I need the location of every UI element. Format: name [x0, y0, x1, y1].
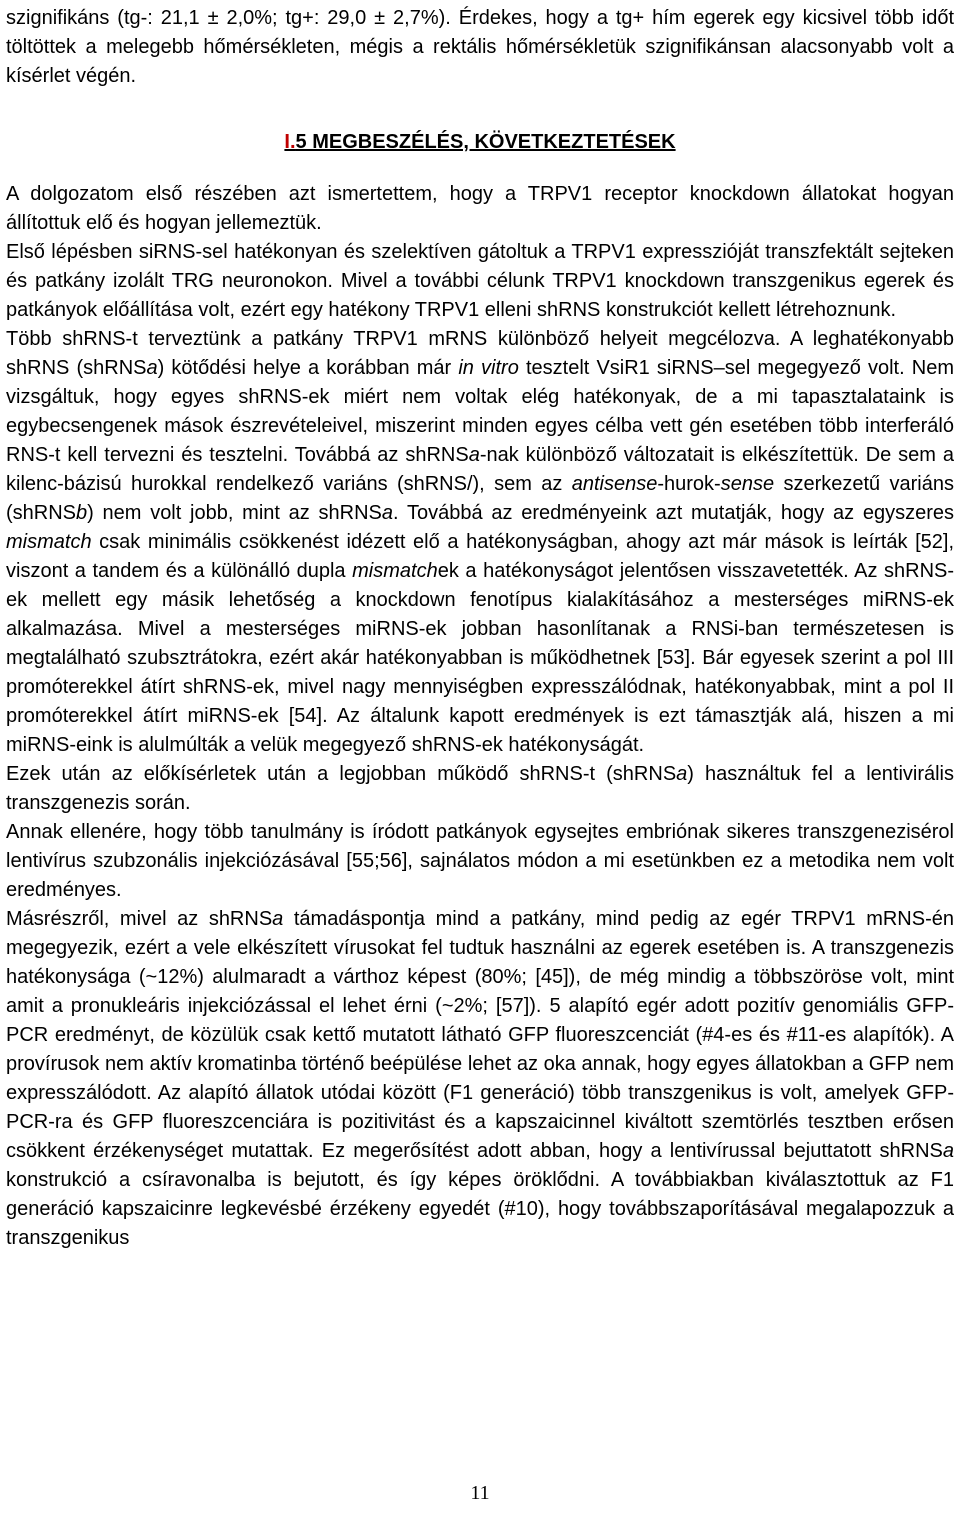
italic-run: sense [720, 473, 775, 495]
italic-run: a [272, 908, 284, 930]
italic-run: a [942, 1140, 954, 1162]
paragraph-1-text: A dolgozatom első részében azt ismertettem, hogy a TRPV1 receptor knockdown állatokat hogyan állítottuk elő és hogyan jellemeztük. [6, 183, 954, 234]
paragraph-6-sentence-2: A transzgenezis hatékonysága (~12%) alulmaradt a várthoz képest (80%; [45]), de még mindig a többszöröse volt, mint amit a pronukleáris injekciózással el lehet érni (~2%; [57]). [6, 937, 954, 1017]
text-run: Továbbá az eredményeink azt mutatják, hogy az egyszeres [406, 502, 955, 524]
text-run: ) használtuk fel a lentivirális transzgenezis során. [6, 763, 954, 814]
paragraph-3-sentence-1: Több shRNS-t terveztünk a patkány TRPV1 mRNS különböző helyeit megcélozva. [6, 328, 781, 350]
italic-run: a [676, 763, 688, 785]
intro-sentence-1: szignifikáns (tg-: 21,1 ± 2,0%; tg+: 29,0 ± 2,7%). [6, 7, 451, 29]
paragraph-2-sentence-2: Mivel a további célunk TRPV1 knockdown transzgenikus egerek és patkányok előállítása volt, ezért egy hatékony TRPV1 elleni shRNS konstrukciót kellett létrehoznunk. [6, 270, 955, 321]
text-run: . [393, 502, 399, 524]
text-run: De sem a kilenc-bázisú hurokkal rendelkező variáns (shRNS/), sem az [6, 444, 955, 495]
intro-paragraph [6, 4, 954, 91]
section-heading-title: 5 MEGBESZÉLÉS, KÖVETKEZTETÉSEK [295, 131, 676, 153]
text-run: ek a hatékonyságot jelentősen visszavetették. [437, 560, 849, 582]
paragraph-5-text: Annak ellenére, hogy több tanulmány is íródott patkányok egysejtes embriónak sikeres transzgenezisérol lentivírus szubzonális injekciózásával [55;56], sajnálatos módon a mi esetünkben ez a metodika nem volt eredményes. [6, 821, 954, 901]
text-run: ) nem volt jobb, mint az shRNS [87, 502, 382, 524]
paragraph-4 [6, 760, 954, 818]
text-run: -nak különböző változatait is elkészítettük. [479, 444, 859, 466]
text-run: támadáspontja mind a patkány, mind pedig az egér TRPV1 mRNS-én megegyezik, ezért a vele elkészített vírusokat fel tudtuk használni az egerek esetében is. [6, 908, 954, 959]
paragraph-6-sentence-5: Az alapító állatok utódai között (F1 generáció) több transzgenikus is volt, amelyek GFP-PCR-ra és GFP fluoreszcenciára is pozitivitást és a kapszaicinnel kiváltott szemtörlés tesztben erősen csökkent érzékenységet mutattak. [6, 1082, 955, 1162]
italic-run: a [468, 444, 480, 466]
italic-run: in vitro [458, 357, 519, 379]
paragraph-6-sentence-3: 5 alapító egér adott pozitív genomiális GFP-PCR eredményt, de közülük csak kettő mutatott látható GFP fluoreszcenciát (#4-es és #11-es alapítók). [6, 995, 954, 1046]
italic-run: antisense [571, 473, 658, 495]
paragraph-6-sentence-7: A továbbiakban kiválasztottuk az F1 generáció kapszaicinre legkevésbé érzékeny egyedét (#10), hogy továbbszaporításával megalapozzuk a transzgenikus [6, 1169, 955, 1249]
paragraph-3-sentence-7: Az shRNS-ek mellett egy másik lehetőség a knockdown fenotípus kialakításához a mesterséges miRNS-ek alkalmazása. [6, 560, 955, 640]
paragraph-3-sentence-9: Bár egyesek szerint a pol III promóterekkel átírt shRNS-ek, mivel nagy mennyiségben expresszálódnak, hatékonyabbak, mint a pol II promóterekkel átírt miRNS-ek [54]. [6, 647, 954, 727]
italic-run: b [76, 502, 88, 524]
text-run: ) kötődési helye a korábban már [157, 357, 459, 379]
italic-run: mismatch [6, 531, 92, 553]
italic-run: a [381, 502, 394, 524]
text-run: Másrészről, mivel az shRNS [6, 908, 273, 930]
paragraph-3-sentence-3: Nem vizsgáltuk, hogy egyes shRNS-ek miért nem voltak elég hatékonyak, de a mi tapasztalataink is egybecsengenek mások észrevételeivel, miszerint minden egyes célba vett gén esetében több interferáló RNS-t kell tervezni és tesztelni. [6, 357, 955, 466]
page-number: 11 [470, 1482, 490, 1504]
italic-run: a [146, 357, 158, 379]
text-run: Ez megerősítést adott abban, hogy a lentivírussal bejuttatott shRNS [321, 1140, 943, 1162]
paragraph-3-sentence-4 [295, 444, 859, 466]
paragraph-6 [6, 905, 954, 1253]
italic-run: mismatch [352, 560, 438, 582]
intro-sentence-2: Érdekes, hogy a tg+ hím egerek egy kicsivel több időt töltöttek a melegebb hőmérsékleten, mégis a rektális hőmérsékletük szignifikánsan alacsonyabb volt a kísérlet végén. [6, 7, 954, 87]
text-run: Továbbá az shRNS [294, 444, 469, 466]
text-run: A leghatékonyabb shRNS (shRNS [6, 328, 955, 379]
text-run: csak minimális csökkenést idézett elő a hatékonyságban, ahogy azt már mások is leírták [52], viszont a tandem és a különálló dupla [6, 531, 954, 582]
paragraph-2 [6, 238, 954, 325]
paragraph-3-sentence-10: Az általunk kapott eredmények is ezt támasztják alá, hiszen a mi miRNS-eink is alulmúlták a velük megegyező shRNS-ek hatékonyságát. [6, 705, 954, 756]
paragraph-3 [6, 325, 954, 760]
text-run: szerkezetű variáns (shRNS [6, 473, 954, 524]
paragraph-1 [6, 180, 954, 238]
section-heading [6, 128, 954, 157]
text-run: Ezek után az előkísérletek után a legjobban működő shRNS-t (shRNS [6, 763, 677, 785]
text-run: tesztelt VsiR1 siRNS–sel megegyező volt. [518, 357, 905, 379]
text-run: -hurok- [657, 473, 721, 495]
section-heading-number: I. [284, 131, 296, 153]
paragraph-5 [6, 818, 954, 905]
paragraph-2-sentence-1: Első lépésben siRNS-sel hatékonyan és szelektíven gátoltuk a TRPV1 expresszióját transzfektált sejteken és patkány izolált TRG neuronokon. [6, 241, 954, 292]
paragraph-6-sentence-4: A provírusok nem aktív kromatinba történő beépülése lehet az oka annak, hogy egyes állatokban a GFP nem expresszálódott. [6, 1024, 954, 1104]
text-run: konstrukció a csíravonalba is bejutott, és így képes öröklődni. [6, 1169, 601, 1191]
paragraph-3-sentence-8: Mivel a mesterséges miRNS-ek jobban hasonlítanak a RNSi-ban természetesen is megtalálható szubsztrátokra, ezért akár hatékonyabban is működhetnek [53]. [6, 618, 955, 669]
